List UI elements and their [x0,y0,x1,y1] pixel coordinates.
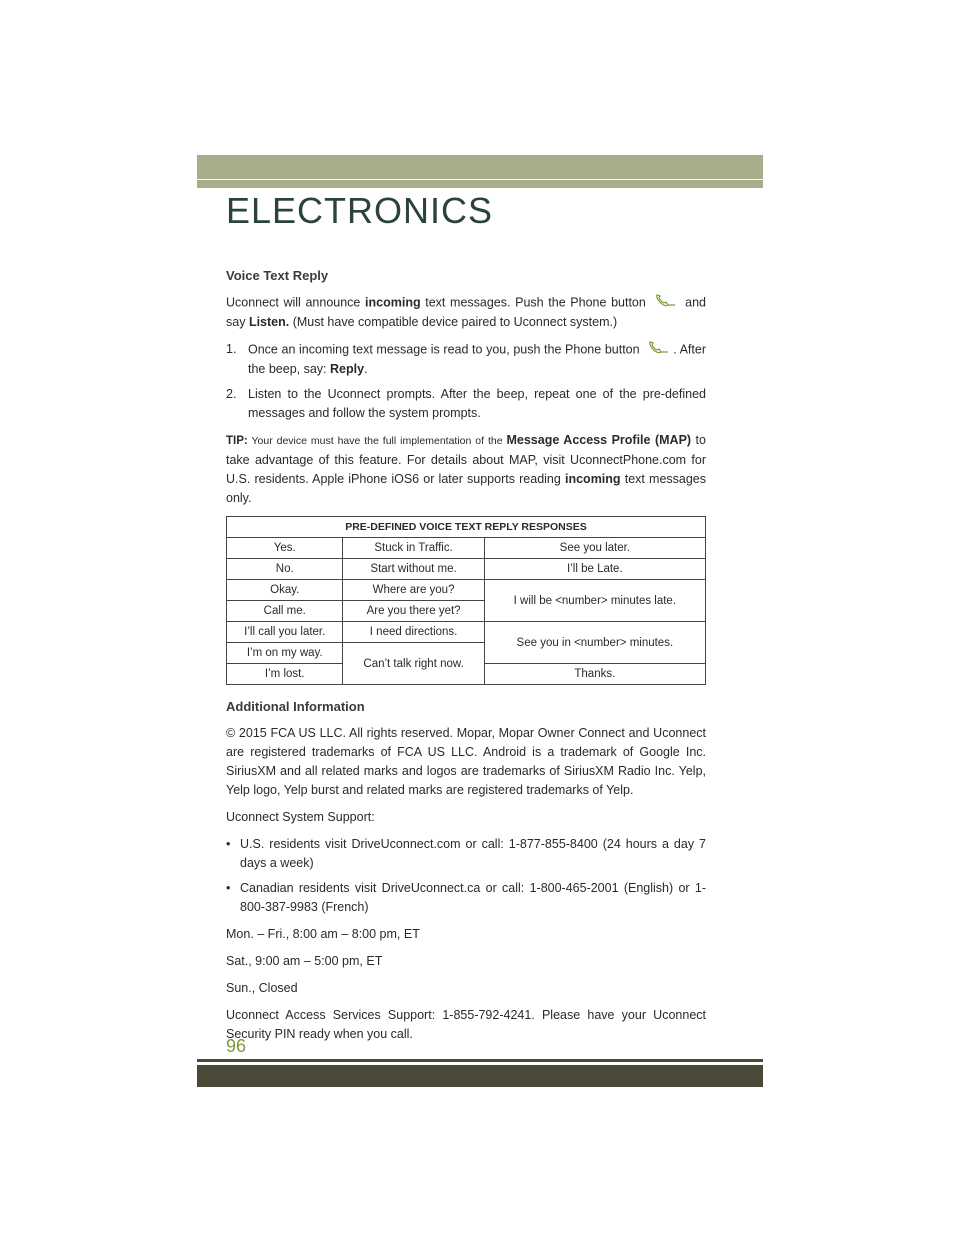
table-row [227,580,706,601]
table-cell: See you later. [484,538,705,559]
table-cell: I will be <number> minutes late. [484,580,705,622]
table-cell: Can’t talk right now. [343,643,484,685]
page-number: 96 [226,1036,247,1056]
table-header-row [227,517,706,538]
additional-info-heading: Additional Information [226,699,365,714]
table-cell: I’ll call you later. [227,622,343,643]
list-item: • U.S. residents visit DriveUconnect.com or call: 1-877-855-8400 (24 hours a day 7 days a week) [226,835,706,873]
table-cell: I’m on my way. [227,643,343,664]
header-band [197,155,763,179]
copyright-paragraph: © 2015 FCA US LLC. All rights reserved. Mopar, Mopar Owner Connect and Uconnect are registered trademarks of FCA US LLC. Android is a trademark of Google Inc. SiriusXM and all related marks and logos are trademarks of SiriusXM Radio Inc. Yelp, Yelp logo, Yelp burst and related marks are registered trademarks of Yelp. [226,726,706,797]
table-cell: Thanks. [484,664,705,685]
table-cell: Yes. [227,538,343,559]
step-item: 1. Once an incoming text message is read to you, push the Phone button . After the beep, say: Reply. [226,342,706,376]
responses-table [226,516,706,685]
table-cell: Where are you? [343,580,484,601]
table-header: PRE-DEFINED VOICE TEXT REPLY RESPONSES [227,517,706,538]
support-list [226,835,706,917]
table-cell: Call me. [227,601,343,622]
footer-rule [197,1059,763,1062]
access-support-paragraph: Uconnect Access Services Support: 1-855-792-4241. Please have your Uconnect Security PIN ready when you call. [226,1008,706,1041]
table-row [227,559,706,580]
step-item: 2. Listen to the Uconnect prompts. After the beep, repeat one of the pre-defined messages and follow the system prompts. [226,387,706,420]
table-cell: Stuck in Traffic. [343,538,484,559]
hours-saturday: Sat., 9:00 am – 5:00 pm, ET [226,954,383,968]
phone-icon [643,340,673,360]
header-rule [197,180,763,188]
page-content [226,266,706,1052]
tip-paragraph: TIP: Your device must have the full implementation of the Message Access Profile (MAP) to take advantage of this feature. For details about MAP, visit UconnectPhone.com for U.S. residents. Apple iPhone iOS6 or later supports reading incoming text messages only. [226,433,706,505]
voice-text-reply-intro: Uconnect will announce incoming text messages. Push the Phone button and say Listen. (Must have compatible device paired to Uconnect system.) [226,293,706,332]
table-cell: Start without me. [343,559,484,580]
table-cell: Are you there yet? [343,601,484,622]
phone-icon [650,293,680,313]
hours-weekdays: Mon. – Fri., 8:00 am – 8:00 pm, ET [226,927,420,941]
list-item: • Canadian residents visit DriveUconnect.ca or call: 1-800-465-2001 (English) or 1-800-387-9983 (French) [226,879,706,917]
table-cell: I’ll be Late. [484,559,705,580]
table-row [227,622,706,643]
steps-list [226,340,706,423]
table-cell: See you in <number> minutes. [484,622,705,664]
table-cell: I need directions. [343,622,484,643]
support-label: Uconnect System Support: [226,810,375,824]
voice-text-reply-heading: Voice Text Reply [226,268,329,283]
section-title: ELECTRONICS [226,190,494,231]
table-cell: Okay. [227,580,343,601]
table-cell: I’m lost. [227,664,343,685]
hours-sunday: Sun., Closed [226,981,298,995]
footer-band [197,1065,763,1087]
table-cell: No. [227,559,343,580]
table-row [227,538,706,559]
